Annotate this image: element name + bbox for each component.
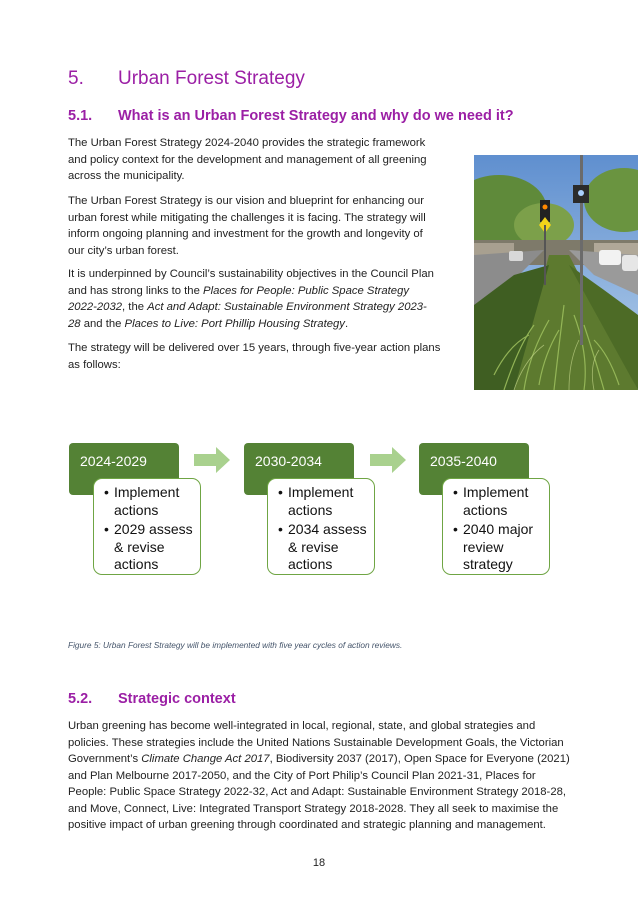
figure-caption: Figure 5: Urban Forest Strategy will be implemented with five year cycles of action reviews. [68,640,403,650]
phase-3-item-1: • Implement actions [453,484,545,519]
paragraph-1: The Urban Forest Strategy 2024-2040 provides the strategic framework and policy context for the development and management of all greening across the municipality. [68,137,427,182]
street-greening-photo [474,155,638,390]
paragraph-3: It is underpinned by Council’s sustainability objectives in the Council Plan and has strong links to the Places for People: Public Space Strategy 2022-2032, the Act and Adapt: Sustainable Environment Strategy 2023-28 and the Places to Live: Port Phillip Housing Strategy. [68,268,434,330]
ref-public-space-strategy: Places for People: Public Space Strategy 2022-2032 [68,284,410,313]
paragraph-5: Urban greening has become well-integrated in local, regional, state, and global strategies and policies. These strategies include the United Nations Sustainable Development Goals, the Victorian Government’s Climate Change Act 2017, Biodiversity 2037 (2017), Open Space for Everyone (2021) and Plan Melbourne 2017-2050, and the City of Port Philip’s Council Plan 2021-31, Places for People: Public Space Strategy 2022-32, Act and Adapt: Sustainable Environment Strategy 2018-28, and Move, Connect, Live: Integrated Transport Strategy 2018-2028. They all seek to maximise the positive impact of urban greening through coordinated and strategic planning and management. [68,720,570,831]
subsection-heading-2 [68,691,236,707]
subsection-number-2: 5.2. [68,691,93,707]
section-heading [68,68,305,90]
phase-header-2: 2030-2034 [244,443,354,495]
arrow-right-icon [194,447,230,473]
subsection-title-2: Strategic context [118,691,236,707]
phase-1-item-2: • 2029 assess & revise actions [104,521,196,574]
page-number: 18 [312,857,326,869]
phase-actions-2 [267,478,375,575]
ref-places-to-live: Places to Live: Port Phillip Housing Strategy [124,317,345,330]
ref-act-and-adapt: Act and Adapt: Sustainable Environment Strategy 2023-28 [68,301,427,330]
phase-actions-1 [93,478,201,575]
paragraph-4: The strategy will be delivered over 15 years, through five-year action plans as follows: [68,342,441,371]
ref-climate-change-act: Climate Change Act 2017 [141,753,270,765]
subsection-title-1: What is an Urban Forest Strategy and why do we need it? [118,108,514,124]
phase-2-item-1: • Implement actions [278,484,370,519]
phase-1-item-1: • Implement actions [104,484,196,519]
phase-header-1: 2024-2029 [69,443,179,495]
paragraph-2: The Urban Forest Strategy is our vision and blueprint for enhancing our urban forest while mitigating the challenges it is facing. The strategy will inform ongoing planning and investment for the growth and longevity of our city’s urban forest. [68,195,426,257]
section-number: 5. [68,68,84,89]
phase-3-item-2: • 2040 major review strategy [453,521,545,574]
phase-actions-3 [442,478,550,575]
phase-2-item-2: • 2034 assess & revise actions [278,521,370,574]
arrow-right-icon [370,447,406,473]
phase-header-3: 2035-2040 [419,443,529,495]
section-title: Urban Forest Strategy [118,68,305,89]
subsection-heading-1 [68,108,514,124]
subsection-number-1: 5.1. [68,108,93,124]
